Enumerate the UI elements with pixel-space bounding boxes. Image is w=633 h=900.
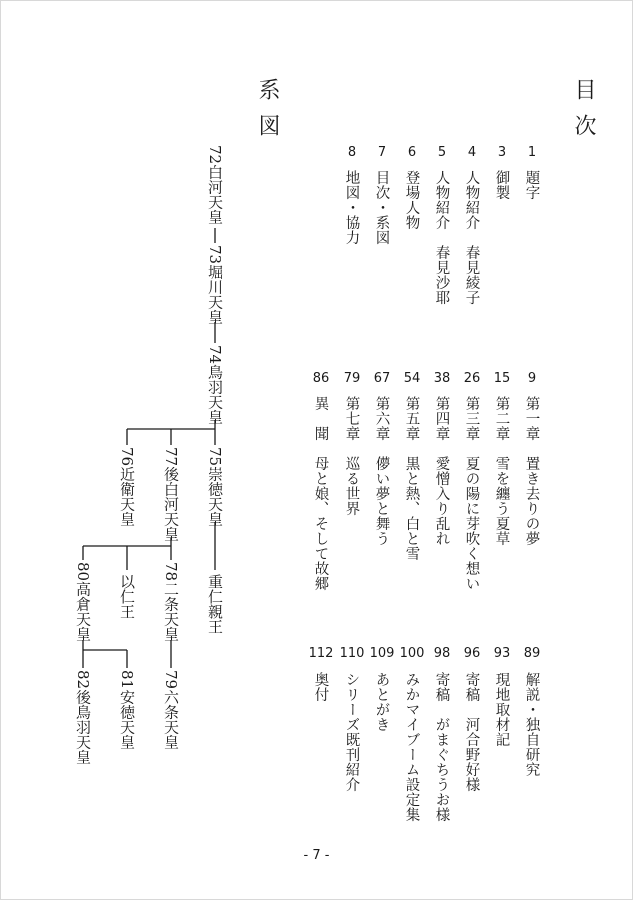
emperor-node-79: 79六条天皇 (162, 670, 180, 750)
toc-entry-label: 奥付 (312, 672, 329, 702)
toc-page-number: 96 (463, 646, 481, 661)
toc-entry-label: 御製 (493, 170, 510, 200)
toc-page-number: 109 (369, 646, 395, 661)
emperor-node-76: 76近衛天皇 (118, 447, 136, 527)
toc-entry-label: 解説・独自研究 (523, 672, 540, 777)
toc-entry-label: あとがき (373, 672, 390, 732)
emperor-node-82: 82後鳥羽天皇 (74, 670, 92, 765)
toc-page-number: 9 (527, 371, 537, 386)
emperor-node-72: 72白河天皇 (206, 145, 224, 225)
toc-entry-label: 題字 (523, 170, 540, 200)
toc-page-number: 4 (467, 145, 477, 160)
toc-entry-label: 第六章 儚い夢と舞う (373, 396, 390, 546)
toc-entry-label: シリーズ既刊紹介 (343, 672, 360, 792)
prince-node-shigehito: 重仁親王 (206, 574, 224, 634)
emperor-node-80: 80高倉天皇 (74, 562, 92, 642)
emperor-node-77: 77後白河天皇 (162, 447, 180, 542)
toc-entry-label: 寄稿 河合野好様 (463, 672, 480, 792)
toc-page-number: 7 (377, 145, 387, 160)
toc-entry-label: 第三章 夏の陽に芽吹く想い (463, 396, 480, 591)
toc-page-number: 5 (437, 145, 447, 160)
emperor-node-75: 75崇徳天皇 (206, 447, 224, 527)
toc-entry-label: みかマイブーム設定集 (403, 672, 420, 822)
emperor-node-78: 78二条天皇 (162, 562, 180, 642)
emperor-node-81: 81安徳天皇 (118, 670, 136, 750)
toc-page-number: 89 (523, 646, 541, 661)
toc-entry-label: 地図・協力 (343, 170, 360, 245)
toc-page-number: 100 (399, 646, 425, 661)
toc-page-number: 8 (347, 145, 357, 160)
emperor-node-74: 74鳥羽天皇 (206, 345, 224, 425)
toc-page-number: 93 (493, 646, 511, 661)
toc-entry-label: 第五章 黒と熱、白と雪 (403, 396, 420, 561)
toc-page-number: 86 (312, 371, 330, 386)
toc-entry-label: 第二章 雪を纏う夏草 (493, 396, 510, 546)
toc-entry-label: 第一章 置き去りの夢 (523, 396, 540, 546)
toc-entry-label: 異 聞 母と娘、そして故郷 (312, 396, 329, 591)
toc-entry-label: 登場人物 (403, 170, 420, 230)
toc-page-number: 38 (433, 371, 451, 386)
prince-node-mochihito: 以仁王 (118, 574, 136, 619)
toc-page-number: 6 (407, 145, 417, 160)
toc-entry-label: 人物紹介 春見綾子 (463, 170, 480, 305)
toc-entry-label: 寄稿 がまぐちうお様 (433, 672, 450, 822)
toc-entry-label: 第四章 愛憎入り乱れ (433, 396, 450, 546)
emperor-node-73: 73堀川天皇 (206, 245, 224, 325)
toc-page-number: 110 (339, 646, 365, 661)
toc-entry-label: 現地取材記 (493, 672, 510, 747)
toc-page-number: 54 (403, 371, 421, 386)
toc-page-number: 15 (493, 371, 511, 386)
toc-page-number: 98 (433, 646, 451, 661)
toc-entry-label: 目次・系図 (373, 170, 390, 245)
toc-page-number: 67 (373, 371, 391, 386)
toc-page-number: 112 (308, 646, 334, 661)
toc-entry-label: 人物紹介 春見沙耶 (433, 170, 450, 305)
page-number: - 7 - (303, 848, 330, 863)
genealogy-title: 系図 (255, 78, 280, 150)
toc-page-number: 79 (343, 371, 361, 386)
toc-title: 目次 (571, 78, 596, 150)
toc-entry-label: 第七章 巡る世界 (343, 396, 360, 516)
toc-page-number: 3 (497, 145, 507, 160)
toc-page-number: 26 (463, 371, 481, 386)
toc-page-number: 1 (527, 145, 537, 160)
